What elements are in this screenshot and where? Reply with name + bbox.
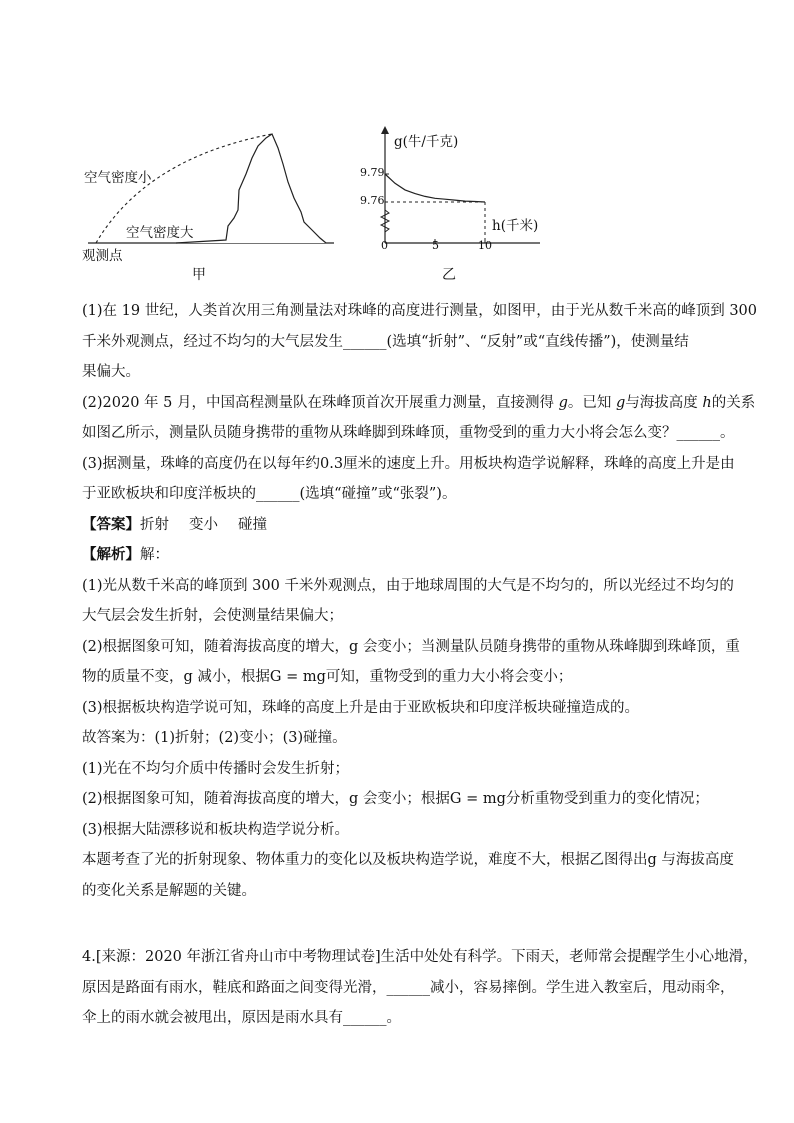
- analysis-header: 【解析】解：: [82, 546, 169, 563]
- answer-2: 变小: [189, 516, 218, 533]
- y-tick-976: 9.76: [360, 194, 385, 207]
- x-axis-label: h(千米): [492, 218, 539, 234]
- caption-yi: 乙: [442, 267, 456, 283]
- question-2: (2)2020 年 5 月，中国高程测量队在珠峰顶首次开展重力测量，直接测得 g。已知 g与海拔高度 h的关系: [82, 394, 756, 411]
- answer-label: 【答案】: [82, 515, 140, 533]
- question-4-cont: 原因是路面有雨水，鞋底和路面之间变得光滑，______减小，容易摔倒。学生进入教室后，甩动雨伞，: [82, 979, 735, 996]
- answer-line: [82, 510, 722, 541]
- analysis-line: 物的质量不变，g 减小，根据G = mg可知，重物受到的重力大小将会变小；: [82, 669, 573, 685]
- answer-1: 折射: [140, 516, 169, 533]
- question-3-cont: 于亚欧板块和印度洋板块的______(选填“碰撞”或“张裂”)。: [82, 486, 457, 502]
- question-3: (3)据测量，珠峰的高度仍在以每年约0.3厘米的速度上升。用板块构造学说解释，珠峰的高度上升是由: [82, 455, 735, 472]
- question-1-end: 果偏大。: [82, 364, 140, 380]
- analysis-line: (3)根据大陆漂移说和板块构造学说分析。: [82, 821, 350, 838]
- question-1-cont: 千米外观测点，经过不均匀的大气层发生______(选填“折射”、“反射”或“直线传播”)，使测量结: [82, 333, 689, 350]
- x-tick-5: 5: [432, 239, 439, 252]
- analysis-line: 本题考查了光的折射现象、物体重力的变化以及板块构造学说，难度不大，根据乙图得出g 与海拔高度: [82, 852, 734, 868]
- y-axis-label: g(牛/千克): [394, 134, 459, 150]
- mountain-diagram: [76, 118, 346, 258]
- analysis-line: 大气层会发生折射，会使测量结果偏大；: [82, 608, 343, 624]
- analysis-label: 【解析】: [82, 546, 140, 563]
- answer-3: 碰撞: [238, 516, 267, 533]
- analysis-line: 的变化关系是解题的关键。: [82, 882, 256, 899]
- analysis-line: (2)根据图象可知，随着海拔高度的增大，g 会变小；当测量队员随身携带的重物从珠峰脚到珠峰顶，重: [82, 638, 740, 655]
- x-tick-10: 10: [478, 239, 492, 252]
- question-2-cont: 如图乙所示，测量队员随身携带的重物从珠峰脚到珠峰顶，重物受到的重力大小将会怎么变？______。: [82, 425, 735, 441]
- figure-area: [76, 118, 556, 288]
- analysis-line: (1)光从数千米高的峰顶到 300 千米外观测点，由于地球周围的大气是不均匀的，所以光经过不均匀的: [82, 577, 734, 594]
- analysis-line: 故答案为：(1)折射；(2)变小；(3)碰撞。: [82, 730, 347, 746]
- mountain-outline: [176, 134, 326, 243]
- question-content: [82, 296, 758, 1034]
- question-1: (1)在 19 世纪，人类首次用三角测量法对珠峰的高度进行测量，如图甲，由于光从数千米高的峰顶到 300: [82, 303, 757, 319]
- analysis-line: (3)根据板块构造学说可知，珠峰的高度上升是由于亚欧板块和印度洋板块碰撞造成的。: [82, 699, 640, 716]
- x-tick-0: 0: [381, 239, 388, 252]
- y-axis-arrow: [381, 126, 389, 134]
- question-4-end: 伞上的雨水就会被甩出，原因是雨水具有______。: [82, 1010, 401, 1026]
- g-curve: [385, 174, 485, 202]
- question-4: 4.[来源：2020 年浙江省舟山市中考物理试卷]生活中处处有科学。下雨天，老师常会提醒学生小心地滑，: [82, 949, 758, 965]
- label-low-density: 空气密度小: [84, 170, 152, 186]
- label-observer: 观测点: [82, 248, 123, 264]
- analysis-line: (2)根据图象可知，随着海拔高度的增大，g 会变小；根据G = mg分析重物受到重力的变化情况；: [82, 791, 709, 807]
- label-high-density: 空气密度大: [126, 225, 194, 241]
- analysis-line: (1)光在不均匀介质中传播时会发生折射；: [82, 760, 350, 777]
- caption-jia: 甲: [192, 267, 206, 283]
- y-tick-979: 9.79: [360, 166, 385, 179]
